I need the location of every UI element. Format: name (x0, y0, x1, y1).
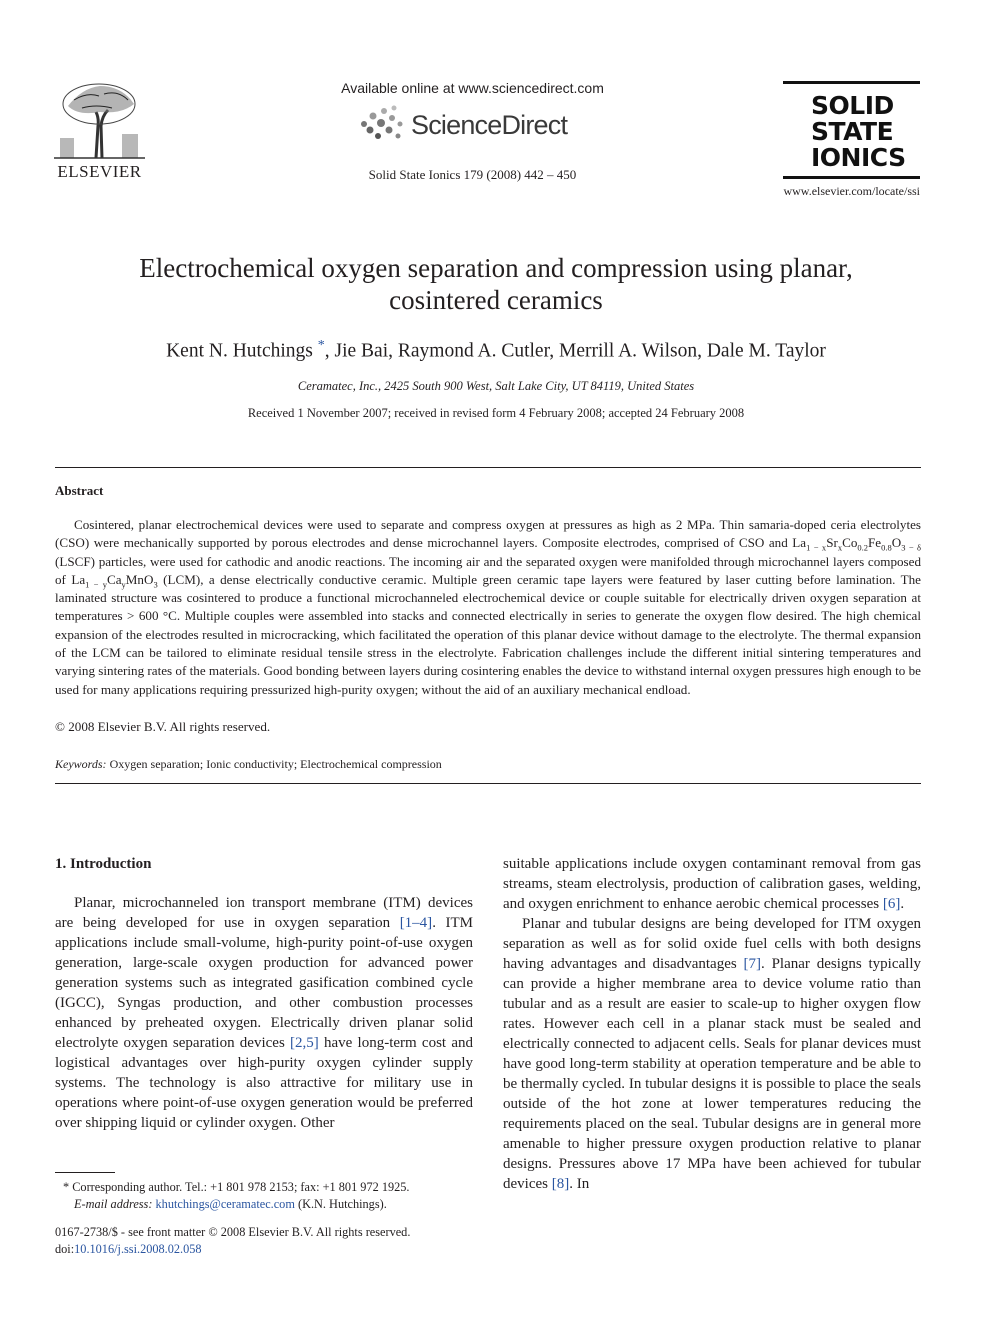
divider (55, 783, 921, 784)
article-title (60, 252, 932, 316)
title-line: cosintered ceramics (389, 285, 603, 315)
author-list (60, 338, 932, 363)
citation-link[interactable]: [8] (551, 1176, 570, 1192)
journal-logo-line: SOLID (811, 91, 894, 120)
co-authors: , Jie Bai, Raymond A. Cutler, Merrill A. Wilson, Dale M. Taylor (324, 340, 826, 362)
affiliation: Ceramatec, Inc., 2425 South 900 West, Salt Lake City, UT 84119, United States (297, 379, 695, 393)
paragraph: Planar, microchanneled ion transport membrane (ITM) devices are being developed for use in oxygen separation [1–4]. ITM applications include small-volume, high-purity point-of-use oxygen generation, large-scale oxygen production for advanced power generation systems such as integrated gasification combined cycle (IGCC), Syngas production, and other combustion processes enhanced by preheated oxygen. Electrically driven planar solid electrolyte oxygen separation devices [2,5] have long-term cost and logistical advantages over high-purity oxygen cylinder supply systems. The technology is also attractive for military use in operations where point-of-use oxygen generation would be preferred over shipping liquid or cylinder oxygen. Other (55, 895, 473, 1131)
issn-line: 0167-2738/$ - see front matter © 2008 Elsevier B.V. All rights reserved. (55, 1225, 411, 1239)
article-history: Received 1 November 2007; received in revised form 4 February 2008; accepted 24 February 2008 (247, 406, 745, 420)
corresponding-author-mark[interactable]: * (317, 338, 325, 353)
paragraph: suitable applications include oxygen contaminant removal from gas streams, steam electrolysis, production of calibration gases, welding, and oxygen enrichment to enhance aerobic chemical processes [6]. (503, 856, 921, 912)
right-column (503, 854, 921, 1194)
section-heading: 1. Introduction (55, 856, 152, 872)
citation-link[interactable]: [7] (743, 956, 762, 972)
issn-doi (55, 1224, 475, 1258)
sciencedirect-wordmark: ScienceDirect (411, 110, 568, 140)
journal-logo-line: IONICS (811, 143, 906, 172)
keywords-list: Oxygen separation; Ionic conductivity; Electrochemical compression (106, 757, 442, 771)
footnote: * Corresponding author. Tel.: +1 801 978 2153; fax: +1 801 972 1925. E-mail address: khutchings@ceramatec.com (K.N. Hutchings). (63, 1180, 410, 1211)
paragraph: Planar and tubular designs are being developed for ITM oxygen separation as well as for solid oxide fuel cells with both designs having advantages and disadvantages [7]. Planar designs typically can provide a higher membrane area to device volume ratio than tubular and as a result are easier to scale-up to higher oxygen flow rates. However each cell in a planar stack must be sealed and electrically connected to adjacent cells. Seals for planar devices must have good long-term stability at operation temperature and be able to be thermally cycled. In tubular designs it is possible to place the seals outside of the hot zone at lower temperatures reducing the requirements placed on the seal. Tubular designs are in general more amenable to higher pressure oxygen production relative to planar designs. Pressures above 17 MPa have been achieved for tubular devices [8]. In (503, 916, 922, 1192)
abstract-body: Cosintered, planar electrochemical devices were used to separate and compress oxygen at pressures as high as 2 MPa. Thin samaria-doped ceria electrolytes (CSO) were mechanically supported by porous electrodes and dense microchannel layers. Composite electrodes, comprised of CSO and $La_{1 - x}Sr_xCo_{0.2}Fe_{0.8}O_{3 - \delta}$ (LSCF) particles, were used for cathodic and anodic reactions. The incoming air and the separated oxygen were manifolded through microchannel layers composed of $La_{1 - y}Ca_yMnO_3$ (LCM), a dense electrically conductive ceramic. Multiple green ceramic tape layers were featured by laser cutting before lamination. The laminated structure was cosintered to produce a functional microchanneled electrochemical device or couple suitable for electrically driven oxygen separation at temperatures > 600 °C. Multiple couples were assembled into stacks and connected electrically in series to generate the oxygen flow desired. The high chemical expansion of the electrodes resulted in microcracking, which facilitated the operation of this planar device without damage to the electrolyte. The thermal expansion of the LCM can be tailored to eliminate residual tensile stress in the electrolyte. Fabrication challenges include the different initial sintering temperatures and varying sintering rates of the materials. Good bonding between layers during cosintering enables the device to withstand internal oxygen pressures high enough to be used for many applications requiring pressurized high-purity oxygen; without the aid of an auxiliary mechanical endload. (55, 517, 921, 697)
doi-link[interactable]: 10.1016/j.ssi.2008.02.058 (74, 1242, 202, 1256)
journal-logo (783, 81, 920, 179)
available-online-text: Available online at www.sciencedirect.com (341, 80, 604, 96)
title-line: Electrochemical oxygen separation and compression using planar, (139, 253, 853, 283)
publisher-name: ELSEVIER (57, 162, 142, 181)
copyright-notice: © 2008 Elsevier B.V. All rights reserved. (55, 719, 271, 734)
footnote-mark: * (63, 1180, 70, 1194)
doi-label: doi: (55, 1242, 75, 1256)
left-column (55, 893, 473, 1133)
citation-link[interactable]: [2,5] (290, 1035, 319, 1051)
abstract-heading: Abstract (55, 483, 104, 498)
footnote-text: Corresponding author. Tel.: +1 801 978 2153; fax: +1 801 972 1925. (69, 1180, 410, 1194)
divider (55, 467, 921, 468)
citation-link[interactable]: [1–4] (399, 915, 433, 931)
footnote-divider (55, 1172, 115, 1173)
journal-citation: Solid State Ionics 179 (2008) 442 – 450 (368, 167, 577, 182)
keywords (55, 757, 442, 772)
email-link[interactable]: khutchings@ceramatec.com (155, 1196, 295, 1211)
journal-logo-line: STATE (811, 117, 894, 146)
journal-url-link[interactable]: www.elsevier.com/locate/ssi (783, 184, 920, 198)
keywords-label: Keywords: (55, 757, 107, 771)
citation-link[interactable]: [6] (882, 896, 901, 912)
email-label: E-mail address: (74, 1196, 153, 1211)
author-name[interactable]: Kent N. Hutchings (166, 340, 318, 362)
